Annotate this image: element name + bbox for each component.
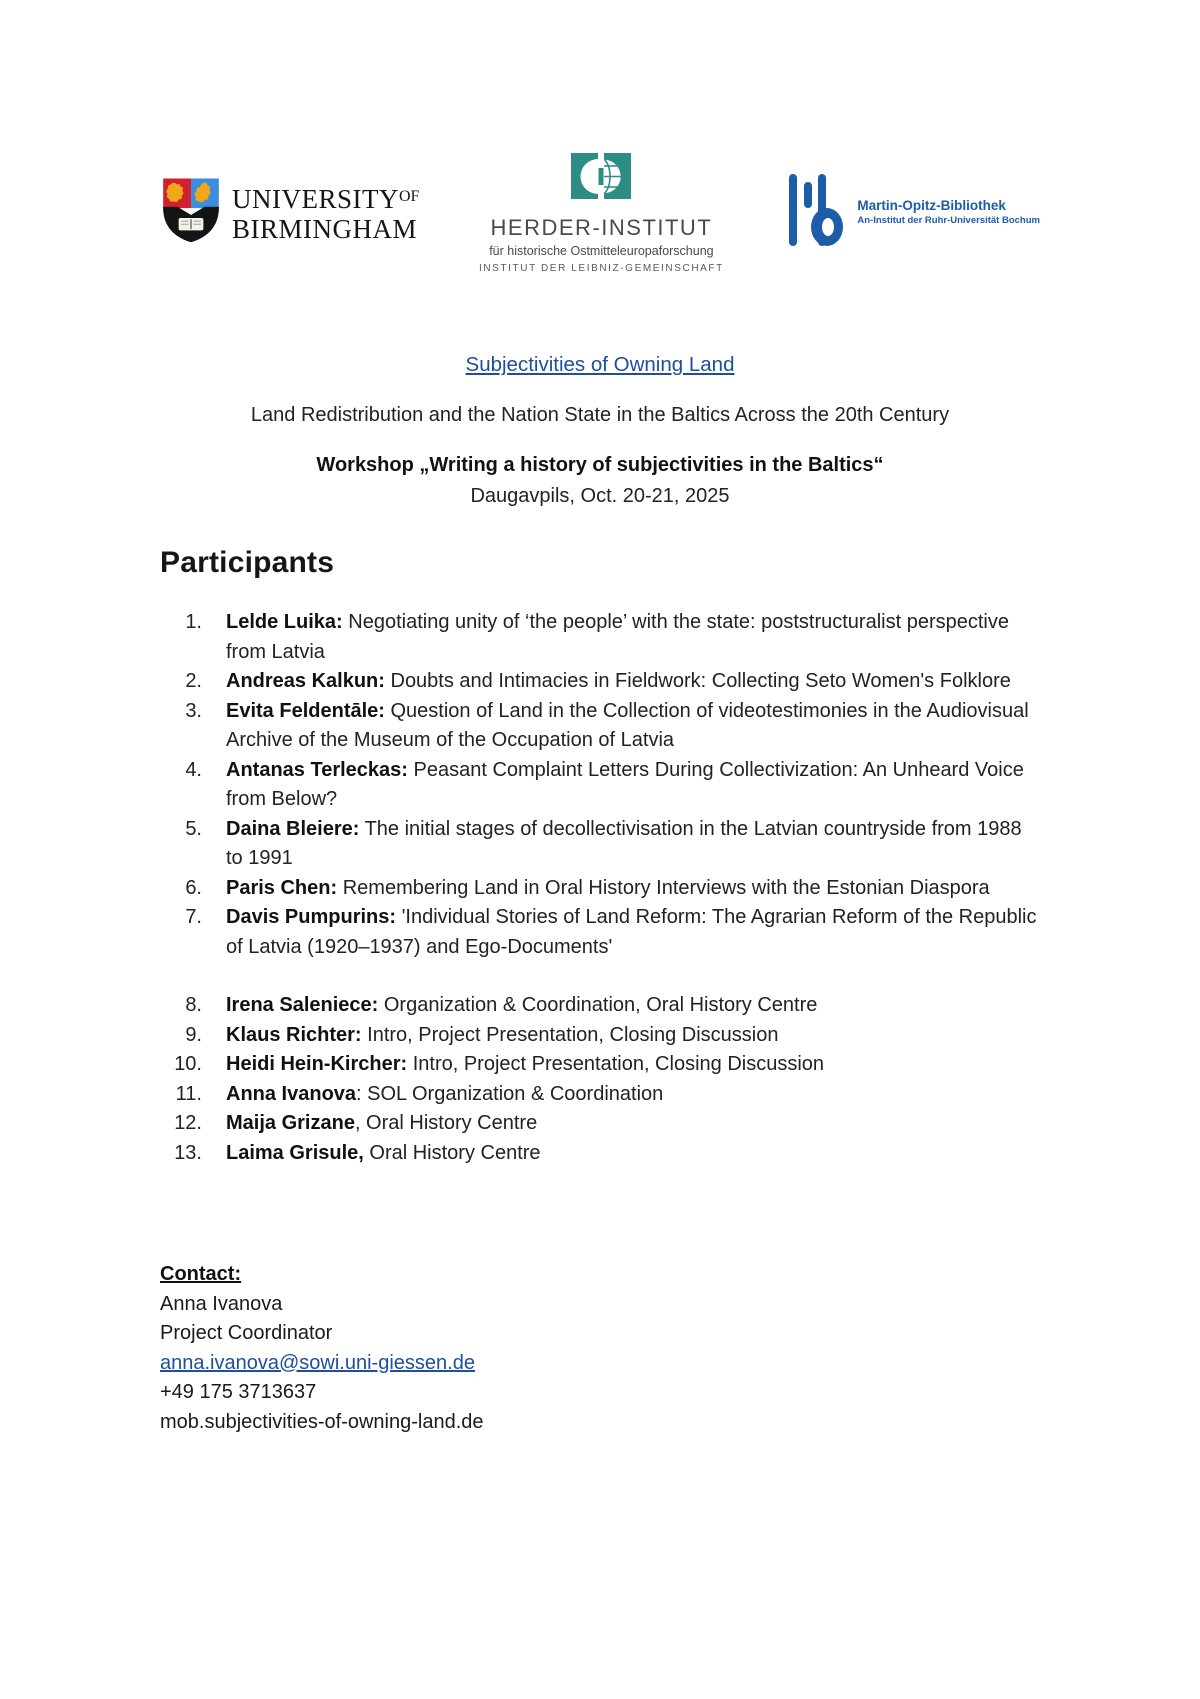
contact-website: mob.subjectivities-of-owning-land.de	[160, 1410, 484, 1433]
mob-name: Martin-Opitz-Bibliothek	[857, 198, 1006, 214]
contact-phone: +49 175 3713637	[160, 1381, 317, 1403]
participant-entry	[226, 608, 1040, 667]
herder-globe-icon	[568, 151, 634, 208]
participant-entry	[226, 1139, 1040, 1169]
herder-subtitle: für historische Ostmitteleuropaforschung	[489, 244, 714, 258]
participant-topic: 'Individual Stories of Land Reform: The Agrarian Reform of the Republic of Latvia (1920–1937) and Ego-Documents'	[226, 906, 1037, 958]
herder-name: HERDER-INSTITUT	[490, 215, 713, 240]
participant-entry	[226, 815, 1040, 874]
participant-name: Evita Feldentāle:	[226, 699, 385, 722]
participant-item	[160, 874, 1040, 904]
participant-topic: Peasant Complaint Letters During Collectivization: An Unheard Voice from Below?	[226, 758, 1024, 810]
participant-item	[160, 903, 1040, 962]
participant-number: 1.	[185, 611, 202, 633]
uob-line2: BIRMINGHAM	[232, 213, 418, 244]
participant-item	[160, 1139, 1040, 1169]
participant-name: Andreas Kalkun:	[226, 670, 385, 692]
contact-block	[160, 1260, 1040, 1437]
participant-entry	[226, 903, 1040, 962]
mob-subtitle: An-Institut der Ruhr-Universität Bochum	[857, 215, 1040, 226]
mob-logo-icon	[783, 170, 845, 255]
participant-name: Davis Pumpurins:	[226, 906, 397, 928]
participant-number: 6.	[185, 876, 202, 899]
participant-name: Paris Chen:	[226, 876, 338, 899]
participant-number: 8.	[185, 994, 202, 1016]
logo-row	[160, 150, 1040, 275]
workshop-venue-date: Daugavpils, Oct. 20-21, 2025	[470, 485, 730, 507]
participant-number: 10.	[174, 1053, 202, 1075]
participant-topic: Intro, Project Presentation, Closing Discussion	[407, 1053, 825, 1075]
mob-wordmark	[857, 198, 1040, 227]
uob-wordmark	[232, 182, 419, 244]
participant-name: Irena Saleniece:	[226, 994, 379, 1016]
participant-entry	[226, 1109, 1040, 1139]
participant-name: Anna Ivanova	[226, 1082, 357, 1105]
uob-line1: $UNIVERSITY^{OF}$	[232, 183, 420, 214]
workshop-title: Workshop „Writing a history of subjectivities in the Baltics“	[316, 454, 884, 476]
participant-topic: Negotiating unity of ‘the people’ with the state: poststructuralist perspective from Latvia	[226, 611, 1009, 663]
participant-entry	[226, 697, 1040, 756]
participant-entry	[226, 991, 1040, 1021]
herder-leibniz-line: INSTITUT DER LEIBNIZ-GEMEINSCHAFT	[478, 263, 724, 274]
participants-heading: Participants	[160, 546, 335, 579]
participant-topic: Oral History Centre	[363, 1141, 541, 1164]
participant-topic: Remembering Land in Oral History Interviews with the Estonian Diaspora	[337, 876, 990, 899]
participant-number: 5.	[185, 817, 202, 840]
participant-number: 2.	[185, 670, 202, 692]
participants-list	[160, 608, 1040, 1168]
participant-name: Daina Bleiere:	[226, 817, 360, 840]
participant-number: 13.	[174, 1141, 202, 1164]
herder-institut-logo	[479, 151, 724, 274]
participant-number: 4.	[185, 758, 202, 781]
participant-name: Laima Grisule,	[226, 1141, 364, 1164]
project-subtitle: Land Redistribution and the Nation State in the Baltics Across the 20th Century	[250, 404, 950, 426]
participant-number: 9.	[185, 1023, 202, 1046]
participant-item	[160, 756, 1040, 815]
participant-name: Antanas Terleckas:	[226, 758, 408, 781]
participant-number: 7.	[185, 906, 202, 928]
participant-entry	[226, 1050, 1040, 1080]
participant-number: 12.	[174, 1112, 202, 1134]
uob-crest-icon	[160, 176, 222, 249]
participant-entry	[226, 1021, 1040, 1051]
participant-topic: Question of Land in the Collection of videotestimonies in the Audiovisual Archive of the Museum of the Occupation of Latvia	[226, 699, 1029, 751]
participant-entry	[226, 756, 1040, 815]
contact-role: Project Coordinator	[160, 1322, 333, 1344]
participant-item	[160, 815, 1040, 874]
university-of-birmingham-logo	[160, 176, 419, 249]
participant-number: 11.	[175, 1082, 202, 1105]
participant-name: Lelde Luika:	[226, 611, 343, 633]
participant-item	[160, 1080, 1040, 1110]
participant-item	[160, 1109, 1040, 1139]
contact-email-link[interactable]: anna.ivanova@sowi.uni-giessen.de	[160, 1351, 475, 1374]
martin-opitz-bibliothek-logo	[783, 170, 1040, 255]
participant-name: Heidi Hein-Kircher:	[226, 1053, 408, 1075]
participant-number: 3.	[185, 699, 202, 722]
participant-item	[160, 608, 1040, 667]
participant-topic: The initial stages of decollectivisation in the Latvian countryside from 1988 to 1991	[226, 817, 1022, 869]
contact-heading: Contact:	[160, 1263, 242, 1285]
participant-item	[160, 697, 1040, 756]
participant-topic: : SOL Organization & Coordination	[356, 1082, 664, 1105]
title-block	[160, 353, 1040, 508]
participant-topic: Doubts and Intimacies in Fieldwork: Collecting Seto Women's Folklore	[384, 670, 1011, 692]
participant-item	[160, 1021, 1040, 1051]
participant-name: Maija Grizane	[226, 1112, 355, 1134]
participant-topic: , Oral History Centre	[354, 1112, 538, 1134]
participant-item	[160, 1050, 1040, 1080]
participant-item	[160, 667, 1040, 697]
participant-entry	[226, 874, 1040, 904]
project-title-link[interactable]: Subjectivities of Owning Land	[465, 353, 735, 376]
contact-name: Anna Ivanova	[160, 1292, 283, 1315]
participant-topic: Intro, Project Presentation, Closing Discussion	[361, 1023, 779, 1046]
participant-name: Klaus Richter:	[226, 1023, 362, 1046]
participant-entry	[226, 1080, 1040, 1110]
participant-topic: Organization & Coordination, Oral History Centre	[378, 994, 818, 1016]
participant-item	[160, 991, 1040, 1021]
participant-entry	[226, 667, 1040, 697]
